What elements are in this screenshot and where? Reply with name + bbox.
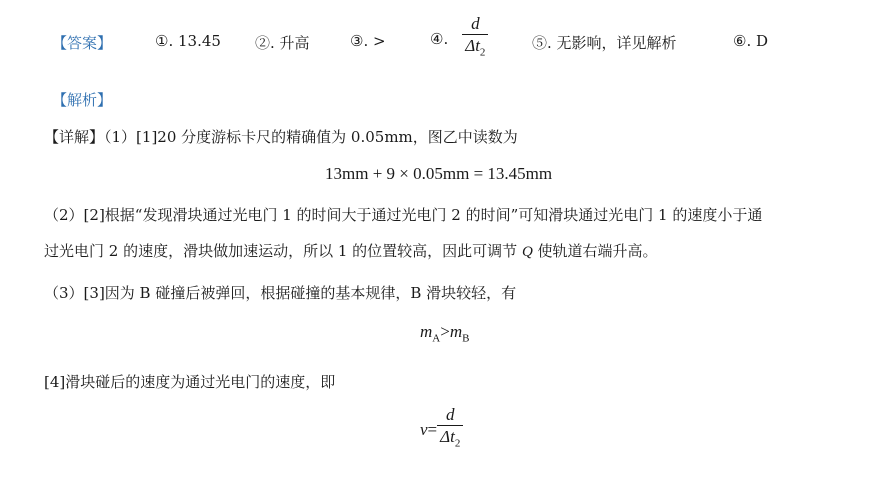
detail-label: 【详解】 xyxy=(44,128,105,146)
answer-item-2: ②. 升高 xyxy=(255,34,310,52)
equation-3-fraction: $\frac{d}{\Delta t_2}$ xyxy=(437,405,463,454)
answer-item-6: ⑥. D xyxy=(733,32,769,50)
equation-3: v = $\frac{d}{\Delta t_2}$ xyxy=(420,405,463,454)
answer-item-5: ⑤. 无影响，详见解析 xyxy=(532,34,677,52)
answer-item-4-prefix: ④. xyxy=(430,29,449,48)
fraction-denominator: $\Delta t_2$ xyxy=(462,34,488,63)
answer-item-1: ①. 13.45 xyxy=(155,32,221,50)
answer-item-4 xyxy=(430,14,488,63)
detail-line-1 xyxy=(44,126,518,147)
equation-2: $m_A>m_B$ xyxy=(420,322,470,345)
paragraph-5: [4]滑块碰后的速度为通过光电门的速度，即 xyxy=(44,373,336,391)
answer-label: 【答案】 xyxy=(52,34,113,52)
answer-item-4-fraction xyxy=(462,14,488,63)
equation-1: 13mm + 9 × 0.05mm = 13.45mm xyxy=(325,164,553,183)
analysis-label: 【解析】 xyxy=(52,91,113,109)
answer-item-3: ③. > xyxy=(350,32,386,50)
fraction-numerator: d xyxy=(471,14,480,33)
paragraph-3: 过光电门 2 的速度，滑块做加速运动，所以 1 的位置较高，因此可调节 Q 使轨道右端升高。 xyxy=(44,242,658,260)
paragraph-2: （2）[2]根据“发现滑块通过光电门 1 的时间大于通过光电门 2 的时间”可知滑块通过光电门 1 的速度小于通 xyxy=(44,206,763,224)
paragraph-1: （1）[1]20 分度游标卡尺的精确值为 0.05mm，图乙中读数为 xyxy=(104,128,518,146)
paragraph-4: （3）[3]因为 B 碰撞后被弹回，根据碰撞的基本规律，B 滑块较轻，有 xyxy=(44,284,517,302)
